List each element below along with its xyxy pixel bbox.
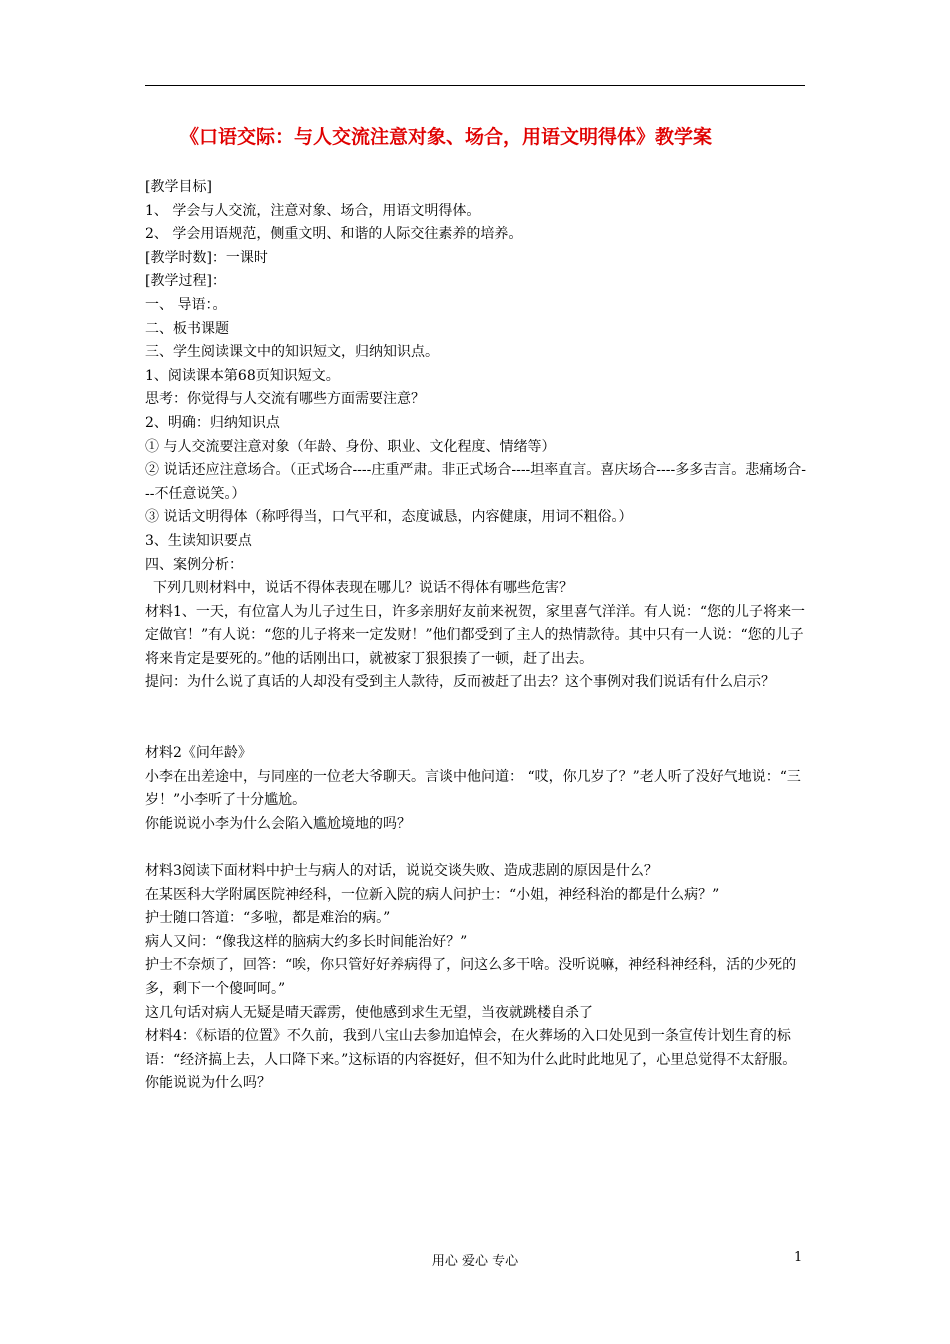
read-points: 3、生读知识要点 bbox=[145, 532, 252, 549]
material-3-outcome: 这几句话对病人无疑是晴天霹雳，使他感到求生无望，当夜就跳楼自杀了 bbox=[145, 1004, 593, 1021]
material-1-question: 提问：为什么说了真话的人却没有受到主人款待，反而被赶了出去？这个事例对我们说话有什么启示？ bbox=[145, 674, 775, 691]
material-4: 材料4：《标语的位置》不久前，我到八宝山去参加追悼会，在火葬场的入口处见到一条宣传计划生育的标语：“经济搞上去，人口降下来。”这标语的内容挺好，但不知为什么此时此地见了，心里总觉得不太舒服。你能说说为什么吗？ bbox=[145, 1028, 797, 1092]
thinking-question: 思考：你觉得与人交流有哪些方面需要注意？ bbox=[145, 391, 425, 408]
material-3-nurse-answer: 护士随口答道：“多啦，都是难治的病。” bbox=[145, 910, 391, 927]
case-analysis-heading: 四、案例分析： bbox=[145, 556, 243, 573]
material-2-question: 你能说说小李为什么会陷入尴尬境地的吗？ bbox=[145, 815, 411, 832]
case-intro: 下列几则材料中，说话不得体表现在哪儿？说话不得体有哪些危害？ bbox=[153, 580, 573, 597]
material-3-nurse-answer-2: 护士不奈烦了，回答：“唉，你只管好好养病得了，问这么多干啥。没听说嘛，神经科神经科，活的少死的多，剩下一个傻呵呵。” bbox=[145, 957, 797, 997]
knowledge-point-3: ③ 说话文明得体（称呼得当，口气平和，态度诚恳，内容健康，用词不粗俗。） bbox=[145, 509, 633, 526]
page-title: 《口语交际：与人交流注意对象、场合，用语文明得体》教学案 bbox=[180, 126, 713, 148]
section-heading-process: [教学过程]： bbox=[145, 273, 226, 290]
section-heading-hours: [教学时数]：一课时 bbox=[145, 249, 268, 266]
material-3-patient-question: 在某医科大学附属医院神经科，一位新入院的病人问护士：“小姐，神经科治的都是什么病？” bbox=[145, 886, 720, 903]
material-3-patient-question-2: 病人又问：“像我这样的脑病大约多长时间能治好？” bbox=[145, 933, 468, 950]
process-step-2: 二、板书课题 bbox=[145, 320, 229, 337]
reading-task: 1、阅读课本第68页知识短文。 bbox=[145, 367, 340, 384]
goal-item-1: 1、 学会与人交流，注意对象、场合，用语文明得体。 bbox=[145, 202, 481, 219]
material-3-title: 材料3阅读下面材料中护士与病人的对话，说说交谈失败、造成悲剧的原因是什么？ bbox=[145, 863, 658, 880]
header-rule bbox=[145, 85, 805, 86]
page-number: 1 bbox=[794, 1250, 803, 1265]
process-step-3: 三、学生阅读课文中的知识短文，归纳知识点。 bbox=[145, 344, 439, 361]
footer-motto: 用心 爱心 专心 bbox=[431, 1254, 519, 1269]
knowledge-point-1: ① 与人交流要注意对象（年龄、身份、职业、文化程度、情绪等） bbox=[145, 438, 556, 455]
goal-item-2: 2、 学会用语规范，侧重文明、和谐的人际交往素养的培养。 bbox=[145, 226, 523, 243]
material-2-text: 小李在出差途中，与同座的一位老大爷聊天。言谈中他问道： “哎，你几岁了？”老人听了没好气地说：“三岁！”小李听了十分尴尬。 bbox=[145, 768, 801, 809]
knowledge-point-2: ② 说话还应注意场合。（正式场合----庄重严肃。非正式场合----坦率直言。喜庆场合----多多吉言。悲痛场合---不任意说笑。） bbox=[145, 462, 806, 502]
process-step-1: 一、 导语：。 bbox=[145, 296, 227, 313]
document-body bbox=[145, 176, 810, 1096]
material-2-title: 材料2《问年龄》 bbox=[145, 745, 252, 762]
section-heading-goals: [教学目标] bbox=[145, 179, 212, 195]
material-1: 材料1、一天，有位富人为儿子过生日，许多亲朋好友前来祝贺，家里喜气洋洋。有人说：“您的儿子将来一定做官！”有人说：“您的儿子将来一定发财！”他们都受到了主人的热情款待。其中只有一人说：“您的儿子将来肯定是要死的。”他的话刚出口，就被家丁狠狠揍了一顿，赶了出去。 bbox=[145, 603, 806, 667]
clarify-heading: 2、明确：归纳知识点 bbox=[145, 414, 280, 431]
